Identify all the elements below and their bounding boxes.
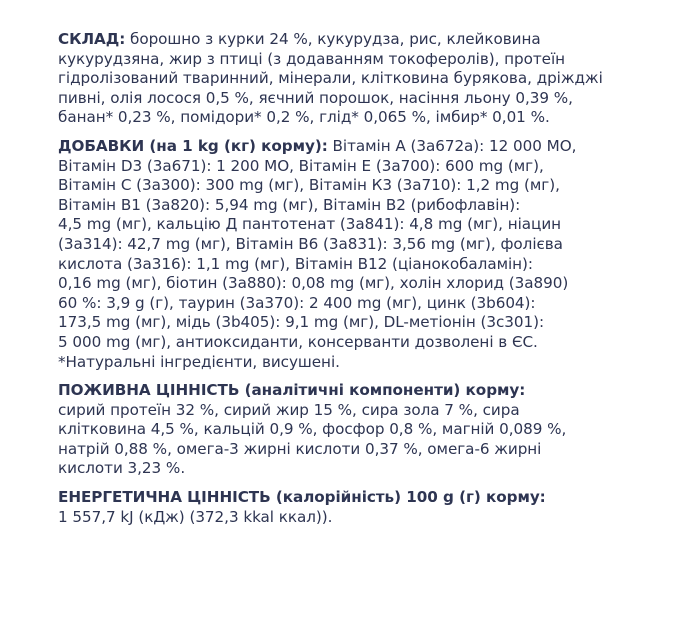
nutritional-value-section <box>58 381 640 479</box>
text-line: 1 557,7 kJ (кДж) (372,3 kkal ккал)). <box>58 507 333 526</box>
text-line: 5 000 mg (мг), антиоксиданти, консерванти дозволені в ЄС. <box>58 332 538 351</box>
additives-heading: ДОБАВКИ (на 1 kg (кг) корму): <box>58 136 328 155</box>
text-line: Вітамін D3 (3а671): 1 200 МО, Вітамін Е (3а700): 600 mg (мг), <box>58 156 544 175</box>
text-line: 0,16 mg (мг), біотин (3а880): 0,08 mg (мг), холін хлорид (3а890) <box>58 274 569 293</box>
text-line: 173,5 mg (мг), мідь (3b405): 9,1 mg (мг), DL-метіонін (3c301): <box>58 313 545 332</box>
composition-section <box>58 30 640 128</box>
text-line: кукурудзяна, жир з птиці (з додаванням токоферолів), протеїн <box>58 49 566 68</box>
text-line: банан* 0,23 %, помідори* 0,2 %, глід* 0,065 %, імбир* 0,01 %. <box>58 108 550 127</box>
text-line: кислоти 3,23 %. <box>58 459 186 478</box>
text-line: 60 %: 3,9 g (г), таурин (3а370): 2 400 mg (мг), цинк (3b604): <box>58 293 536 312</box>
additives-section <box>58 137 640 372</box>
energy-value-section <box>58 488 640 527</box>
text-line: гідролізований тваринний, мінерали, клітковина бурякова, дріжджі <box>58 69 603 88</box>
nutritional-value-heading: ПОЖИВНА ЦІННІСТЬ (аналітичні компоненти) корму: <box>58 381 526 400</box>
energy-value-heading: ЕНЕРГЕТИЧНА ЦІННІСТЬ (калорійність) 100 g (г) корму: <box>58 488 546 507</box>
line-text: борошно з курки 24 %, кукурудза, рис, клейковина <box>125 30 541 48</box>
text-line <box>58 137 640 157</box>
line-text: Вітамін А (3а672а): 12 000 МО, <box>327 136 577 155</box>
text-line: сирий протеїн 32 %, сирий жир 15 %, сира зола 7 %, сира <box>58 400 520 419</box>
text-line: кислота (3а316): 1,1 mg (мг), Вітамін В12 (ціанокобаламін): <box>58 254 533 273</box>
text-line: Вітамін С (3а300): 300 mg (мг), Вітамін К3 (3а710): 1,2 mg (мг), <box>58 176 560 195</box>
text-line: пивні, олія лосося 0,5 %, яєчний порошок, насіння льону 0,39 %, <box>58 88 573 107</box>
text-line: натрій 0,88 %, омега-3 жирні кислоти 0,37 %, омега-6 жирні <box>58 439 542 458</box>
composition-heading: СКЛАД: <box>58 30 126 48</box>
footnote-line: *Натуральні інгредієнти, висушені. <box>58 352 340 371</box>
text-line: Вітамін В1 (3а820): 5,94 mg (мг), Вітамін В2 (рибофлавін): <box>58 195 521 214</box>
text-line: 4,5 mg (мг), кальцію Д пантотенат (3а841): 4,8 mg (мг), ніацин <box>58 215 562 234</box>
text-line: клітковина 4,5 %, кальцій 0,9 %, фосфор 0,8 %, магній 0,089 %, <box>58 420 567 439</box>
text-line <box>58 30 640 50</box>
text-line: (3а314): 42,7 mg (мг), Вітамін В6 (3а831): 3,56 mg (мг), фолієва <box>58 234 563 253</box>
